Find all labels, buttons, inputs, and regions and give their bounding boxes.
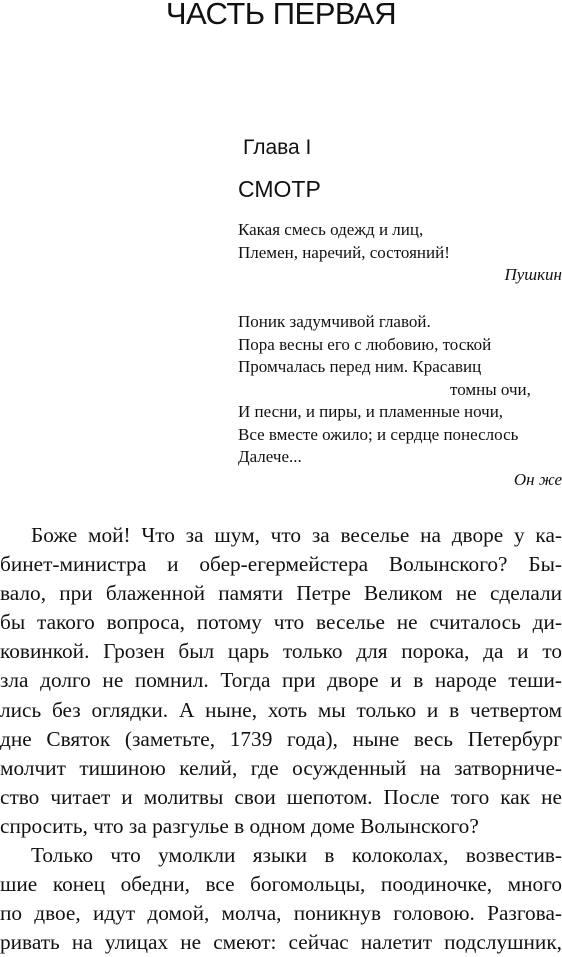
epigraph-line: Племен, наречий, состояний! [238,242,450,262]
chapter-name: СМОТР [238,176,321,202]
text-line: молчит тишиною келий, где осужденный на затворниче- [0,755,562,780]
body-text [0,521,562,957]
epigraph-author: Он же [513,469,562,489]
text-line: Только что умолкли языки в колоколах, возвестив- [31,843,562,868]
text-line: лись без оглядки. А ныне, хоть мы только и в четвертом [0,697,562,722]
text-line: ковинкой. Грозен был царь только для порока, да и то [0,639,562,664]
text-line: зла долго не помнил. Тогда при дворе и в народе теши- [0,668,562,693]
text-line: ство читает и молитвы свои шепотом. После того как не [0,784,562,809]
paragraph-1 [0,521,562,841]
epigraph-author: Пушкин [504,265,562,284]
text-line: ривать на улицах не смеют: сейчас налетит подслушник, [0,930,562,955]
text-line: по двое, идут домой, молча, поникнув головою. Разгова- [0,901,562,926]
text-line: спросить, что за разгулье в одном доме Волынского? [0,813,479,838]
text-line: бинет-министра и обер-егермейстера Волынского? Бы- [0,552,562,577]
epigraph-line: томны очи, [450,379,531,399]
text-line: дне Святок (заметьте, 1739 года), ныне весь Петербург [0,726,562,751]
epigraph-line: Все вместе ожило; и сердце понеслось [238,424,519,444]
epigraph-on-zhe [238,311,562,491]
epigraph-line: Далече... [238,447,302,466]
text-line: шие конец обедни, все богомольцы, поодиночке, много [0,872,562,897]
part-title: ЧАСТЬ ПЕРВАЯ [165,0,397,31]
text-line: вало, при блаженной памяти Петре Великом не сделали [0,581,562,606]
text-line: бы такого вопроса, потому что веселье не считалось ди- [0,610,562,635]
paragraph-2 [0,841,562,957]
epigraph-line: Какая смесь одежд и лиц, [238,220,424,239]
chapter-number: Глава I [243,136,312,159]
epigraph-line: Пора весны его с любовию, тоской [238,334,492,354]
epigraph-line: Поник задумчивой главой. [238,312,431,331]
text-line: Боже мой! Что за шум, что за веселье на дворе у ка- [31,523,562,547]
epigraph-line: Промчалась перед ним. Красавиц [238,357,482,376]
epigraph-line: И песни, и пиры, и пламенные ночи, [238,402,504,421]
epigraph-pushkin [238,219,562,287]
